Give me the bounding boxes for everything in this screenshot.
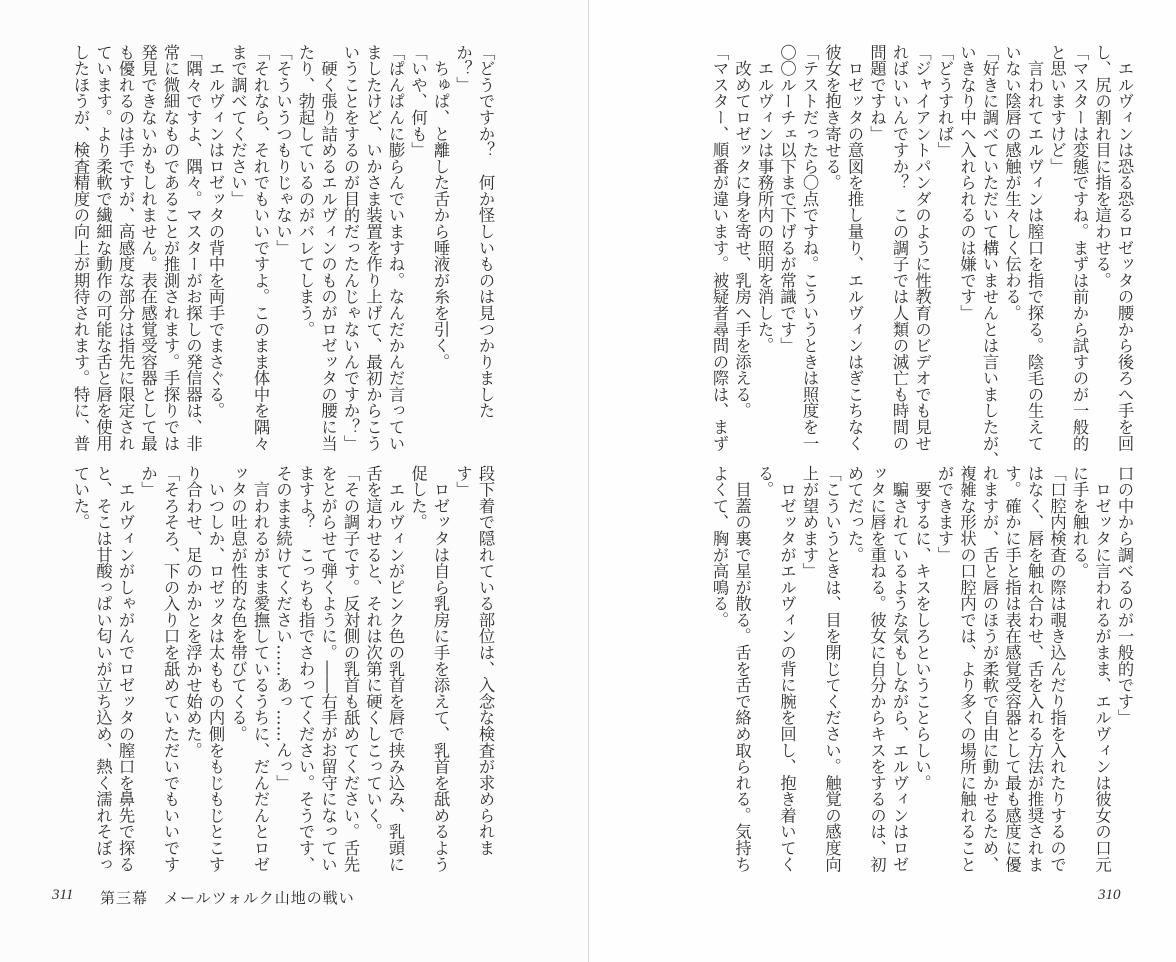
text-column: ちゅぱ、と離した舌から唾液が糸を引く。 — [431, 44, 450, 370]
text-column: 「そろそろ、下の入り口を舐めていただいでもいいです — [161, 465, 180, 873]
text-column: 「マスターは変態ですね。まずは前から試すのが一般的 — [1070, 44, 1089, 452]
text-column: れますが、舌と唇のほうが柔軟で自由に動かせるため、 — [980, 465, 999, 873]
text-column: ロゼッタの意図を推し量り、エルヴィンはぎこちなく — [845, 44, 864, 452]
text-column: ッタに唇を重ねる。彼女に自分からキスをするのは、初 — [867, 465, 887, 873]
right-page-lower-tier — [708, 465, 1136, 873]
text-column: ればいいんですか？ この調子では人類の滅亡も時間の — [890, 44, 909, 452]
text-column: ています。より柔軟で繊細な動作の可能な舌と唇を使用 — [93, 44, 113, 452]
text-column: エルヴィンはロゼッタの背中を両手でまさぐる。 — [206, 44, 225, 419]
text-column: 「どうですか？ 何か怪しいものは見つかりました — [476, 44, 495, 419]
text-column: 「テストだったら〇点ですね。こういうときは照度を一 — [800, 44, 819, 452]
text-column: 「好きに調べていただいて構いませんとは言いましたが、 — [980, 44, 999, 468]
text-column: ロゼッタは自ら乳房に手を添えて、乳首を舐めるよう — [431, 465, 450, 873]
page-number-left: 311 — [52, 887, 74, 903]
text-column: 「いや、何も」 — [408, 44, 428, 159]
left-page-lower-tier — [69, 465, 497, 873]
text-column: ましたけど、いかさま装置を作り上げて、最初からこう — [363, 44, 383, 452]
text-column: と思いますけど」 — [1047, 44, 1067, 175]
text-column: そのまま続けてください……あっ……んっ」 — [273, 465, 293, 791]
text-column: か」 — [138, 465, 158, 498]
text-column: 常に微細なものであることが推測されます。手探りでは — [161, 44, 180, 452]
text-column: に手を触れる。 — [1070, 465, 1089, 580]
text-column: 「どうすれば」 — [935, 44, 954, 159]
text-column: 「こういうときは、目を閉じてください。触覚の感度向 — [822, 465, 842, 873]
text-column: 〇〇ルーチェ以下まで下げるが常識です」 — [777, 44, 797, 354]
text-column: よくて、胸が高鳴る。 — [710, 465, 729, 628]
text-column: か？」 — [453, 44, 473, 93]
text-column: ができます」 — [935, 465, 954, 563]
right-page-upper-tier — [708, 44, 1136, 468]
text-column: 要するに、キスをしろということらしい。 — [912, 465, 932, 791]
text-column: り合わせ、足のかかとを浮かせ始めた。 — [183, 465, 203, 759]
left-page-upper-tier — [69, 44, 497, 452]
text-column: エルヴィンは恐る恐るロゼッタの腰から後ろへ手を回 — [1115, 44, 1134, 452]
running-head-chapter-title: 第三幕 メールツォルク山地の戦い — [100, 889, 355, 907]
text-column: いきなり中へ入れられるのは嫌です」 — [957, 44, 977, 321]
right-page — [589, 0, 1176, 962]
text-column: ロゼッタがエルヴィンの背に腕を回し、抱き着いてく — [777, 465, 797, 873]
text-column: 目蓋の裏で星が散る。舌を舌で絡め取られる。気持ち — [732, 465, 752, 873]
text-column: 舌を這わせると、それは次第に硬くしこっていく。 — [363, 465, 383, 840]
text-column: 発見できないかもしれません。表在感覚受容器として最 — [138, 44, 158, 452]
text-column: 言われてエルヴィンは膣口を指で探る。陰毛の生えて — [1025, 44, 1044, 452]
text-column: ますよ？ こっちも指でさわってください。そうです、 — [296, 465, 315, 873]
text-column: 「そういうつもりじゃない」 — [273, 44, 293, 256]
text-column: 段下着で隠れている部位は、入念な検査が求められま — [476, 465, 495, 856]
text-column: 口の中から調べるのが一般的です」 — [1115, 465, 1134, 726]
text-column: 促した。 — [408, 465, 428, 531]
text-column: 「隅々ですよ、隅々。マスターがお探しの発信器は、非 — [183, 44, 203, 452]
text-column: エルヴィンがしゃがんでロゼッタの膣口を鼻先で探る — [116, 465, 135, 873]
text-column: 上が望めます」 — [800, 465, 819, 580]
text-column: をとがらせて弾くように。――右手がお留守になってい — [318, 465, 338, 873]
text-column: 問題ですね」 — [867, 44, 887, 142]
text-column: めてだった。 — [845, 465, 864, 563]
text-column: いない陰唇の感触が生々しく伝わる。 — [1002, 44, 1022, 321]
text-column: 言われるがまま愛撫しているうちに、だんだんとロゼ — [251, 465, 270, 873]
text-column: 彼女を抱き寄せる。 — [822, 44, 842, 191]
text-column: 「ぱんぱんに膨らんでいますね。なんだかんだ言ってい — [386, 44, 405, 452]
text-column: たり、勃起しているのがバレてしまう。 — [296, 44, 315, 338]
text-column: 「その調子です。反対側の乳首も舐めてください。舌先 — [341, 465, 360, 873]
text-column: 「それなら、それでもいいですよ。このまま体中を隅々 — [251, 44, 270, 452]
text-column: エルヴィンがピンク色の乳首を唇で挟み込み、乳頭に — [386, 465, 405, 873]
page-number-right: 310 — [1098, 887, 1121, 903]
text-column: し、尻の割れ目に指を這わせる。 — [1092, 44, 1112, 289]
text-column: いつしか、ロゼッタは太ももの内側をもじもじとこす — [206, 465, 225, 873]
text-column: と、そこは甘酸っぱい匂いが立ち込め、熱く濡れそぼっ — [93, 465, 113, 873]
text-column: いうことをするのが目的だったんじゃないんですか？」 — [341, 44, 360, 452]
text-column: も優れるのは手ですが、高感度な部分は指先に限定され — [116, 44, 135, 452]
text-column: 騙されているような気もしながら、エルヴィンはロゼ — [890, 465, 909, 873]
text-column: 硬く張り詰めるエルヴィンのものがロゼッタの腰に当 — [318, 44, 338, 452]
text-column: ていた。 — [71, 465, 90, 531]
text-column: す。確かに手と指は表在感覚受容器として最も感度に優 — [1002, 465, 1022, 873]
text-column: はなく、唇を触れ合わせ、舌を入れる方法が推奨されま — [1025, 465, 1044, 873]
text-column: エルヴィンは事務所内の照明を消した。 — [755, 44, 774, 354]
text-column: す」 — [453, 465, 473, 498]
text-column: 改めてロゼッタに身を寄せ、乳房へ手を添える。 — [732, 44, 752, 419]
text-column: 「ジャイアントパンダのように性教育のビデオでも見せ — [912, 44, 932, 452]
text-column: ロゼッタに言われるがまま、エルヴィンは彼女の口元 — [1092, 465, 1112, 873]
text-column: したほうが、検査精度の向上が期待されます。特に、普 — [71, 44, 90, 452]
text-column: ッタの吐息が性的な色を帯びてくる。 — [228, 465, 248, 742]
text-column: 「口腔内検査の際は覗き込んだり指を入れたりするので — [1047, 465, 1067, 873]
text-column: る。 — [755, 465, 774, 498]
text-column: 「マスター、順番が違います。被疑者尋問の際は、まず — [710, 44, 729, 452]
text-column: 複雑な形状の口腔内では、より多くの場所に触れること — [957, 465, 977, 873]
text-column: まで調べてください」 — [228, 44, 248, 207]
